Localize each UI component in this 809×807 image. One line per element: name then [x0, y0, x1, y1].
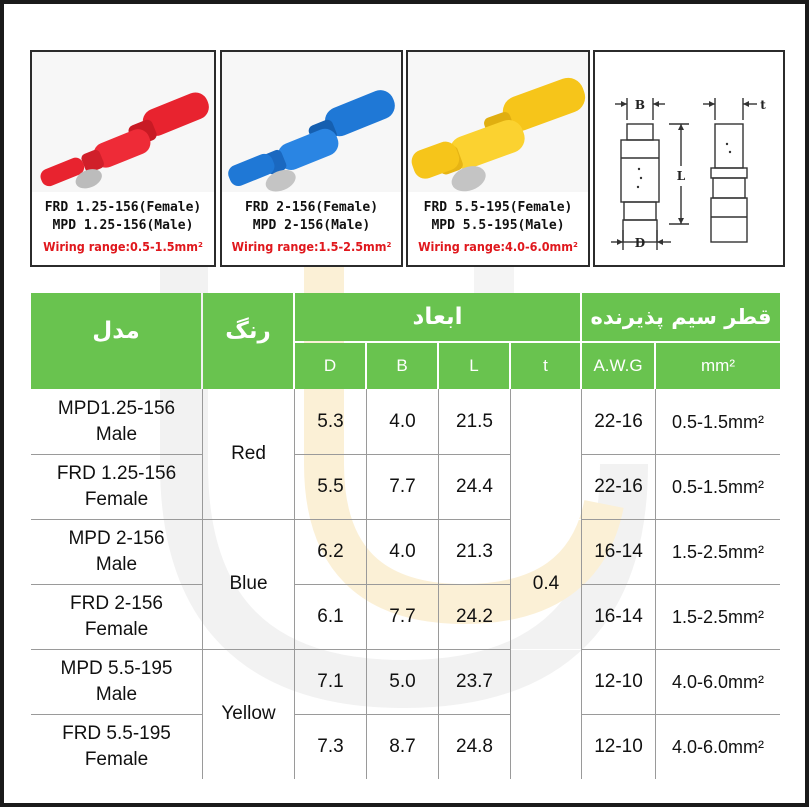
b-cell: 5.0 [389, 670, 416, 692]
header-awg: A.W.G [582, 343, 654, 389]
l-cell: 21.5 [456, 410, 493, 432]
model-gender: Female [84, 748, 149, 770]
model-cell [31, 454, 202, 519]
awg-cell: 22-16 [594, 410, 643, 432]
model-gender: Female [84, 488, 149, 510]
l-cell: 23.7 [456, 670, 493, 692]
dimension-diagram [595, 52, 785, 267]
d-cell: 7.3 [317, 735, 344, 757]
header-model: مدل [31, 293, 201, 389]
d-cell: 5.5 [317, 475, 344, 497]
l-cell: 21.3 [456, 540, 493, 562]
awg-cell: 12-10 [594, 670, 643, 692]
b-cell: 7.7 [389, 605, 416, 627]
card-wiring-range: Wiring range:1.5-2.5mm² [231, 239, 392, 254]
model-name: MPD1.25-156 [57, 397, 176, 419]
model-gender: Male [95, 423, 138, 445]
model-name: FRD 5.5-195 [62, 722, 171, 744]
page [4, 4, 805, 803]
card-wiring-range: Wiring range:4.0-6.0mm² [418, 239, 578, 254]
card-wiring-range: Wiring range:0.5-1.5mm² [43, 239, 203, 254]
card-model-male: MPD 2-156(Male) [252, 218, 371, 233]
mm2-cell: 1.5-2.5mm² [671, 541, 765, 562]
card-model-female: FRD 1.25-156(Female) [44, 200, 202, 215]
header-wire-size: قطر سیم پذیرنده [582, 293, 780, 341]
blue-connector-photo [222, 52, 401, 192]
dim-l-label: L [676, 169, 686, 183]
b-cell: 8.7 [389, 735, 416, 757]
d-cell: 6.1 [317, 605, 344, 627]
awg-cell: 22-16 [594, 475, 643, 497]
awg-cell: 16-14 [594, 605, 643, 627]
product-card-blue [220, 50, 403, 267]
card-model-female: FRD 2-156(Female) [244, 200, 379, 215]
mm2-cell: 0.5-1.5mm² [671, 411, 765, 432]
product-card-yellow [406, 50, 590, 267]
t-value-cell: 0.4 [532, 573, 560, 594]
header-d: D [295, 343, 365, 389]
header-dimensions: ابعاد [295, 293, 580, 341]
l-cell: 24.4 [456, 475, 493, 497]
header-b: B [367, 343, 437, 389]
yellow-connector-photo [408, 52, 588, 192]
model-cell [31, 714, 202, 779]
model-name: FRD 1.25-156 [56, 462, 177, 484]
header-t: t [511, 343, 580, 389]
card-model-female: FRD 5.5-195(Female) [423, 200, 573, 215]
model-name: MPD 2-156 [68, 527, 165, 549]
dim-b-label: B [634, 98, 646, 112]
awg-cell: 16-14 [594, 540, 643, 562]
model-gender: Female [84, 618, 149, 640]
mm2-cell: 4.0-6.0mm² [671, 671, 765, 692]
mm2-cell: 1.5-2.5mm² [671, 606, 765, 627]
color-cell-blue: Blue [229, 573, 268, 594]
d-cell: 5.3 [317, 410, 344, 432]
b-cell: 4.0 [389, 410, 416, 432]
red-connector-photo [32, 52, 214, 192]
mm2-cell: 0.5-1.5mm² [671, 476, 765, 497]
card-model-male: MPD 5.5-195(Male) [431, 218, 565, 233]
model-name: MPD 5.5-195 [60, 657, 173, 679]
model-cell [31, 584, 202, 649]
d-cell: 6.2 [317, 540, 344, 562]
header-color: رنگ [203, 293, 293, 389]
model-cell [31, 519, 202, 584]
color-cell-red: Red [231, 443, 266, 464]
card-model-male: MPD 1.25-156(Male) [52, 218, 194, 233]
d-cell: 7.1 [317, 670, 344, 692]
product-card-red [30, 50, 216, 267]
b-cell: 7.7 [389, 475, 416, 497]
b-cell: 4.0 [389, 540, 416, 562]
dimension-diagram-card [593, 50, 785, 267]
color-cell-yellow: Yellow [221, 703, 276, 724]
model-gender: Male [95, 683, 138, 705]
l-cell: 24.8 [456, 735, 493, 757]
model-cell [31, 389, 202, 454]
l-cell: 24.2 [456, 605, 493, 627]
dim-d-label: D [634, 236, 646, 250]
model-name: FRD 2-156 [70, 592, 163, 614]
dim-t-label: t [760, 98, 766, 112]
model-cell [31, 649, 202, 714]
mm2-cell: 4.0-6.0mm² [671, 736, 765, 757]
header-l: L [439, 343, 509, 389]
awg-cell: 12-10 [594, 735, 643, 757]
header-mm2: mm² [656, 343, 780, 389]
model-gender: Male [95, 553, 138, 575]
